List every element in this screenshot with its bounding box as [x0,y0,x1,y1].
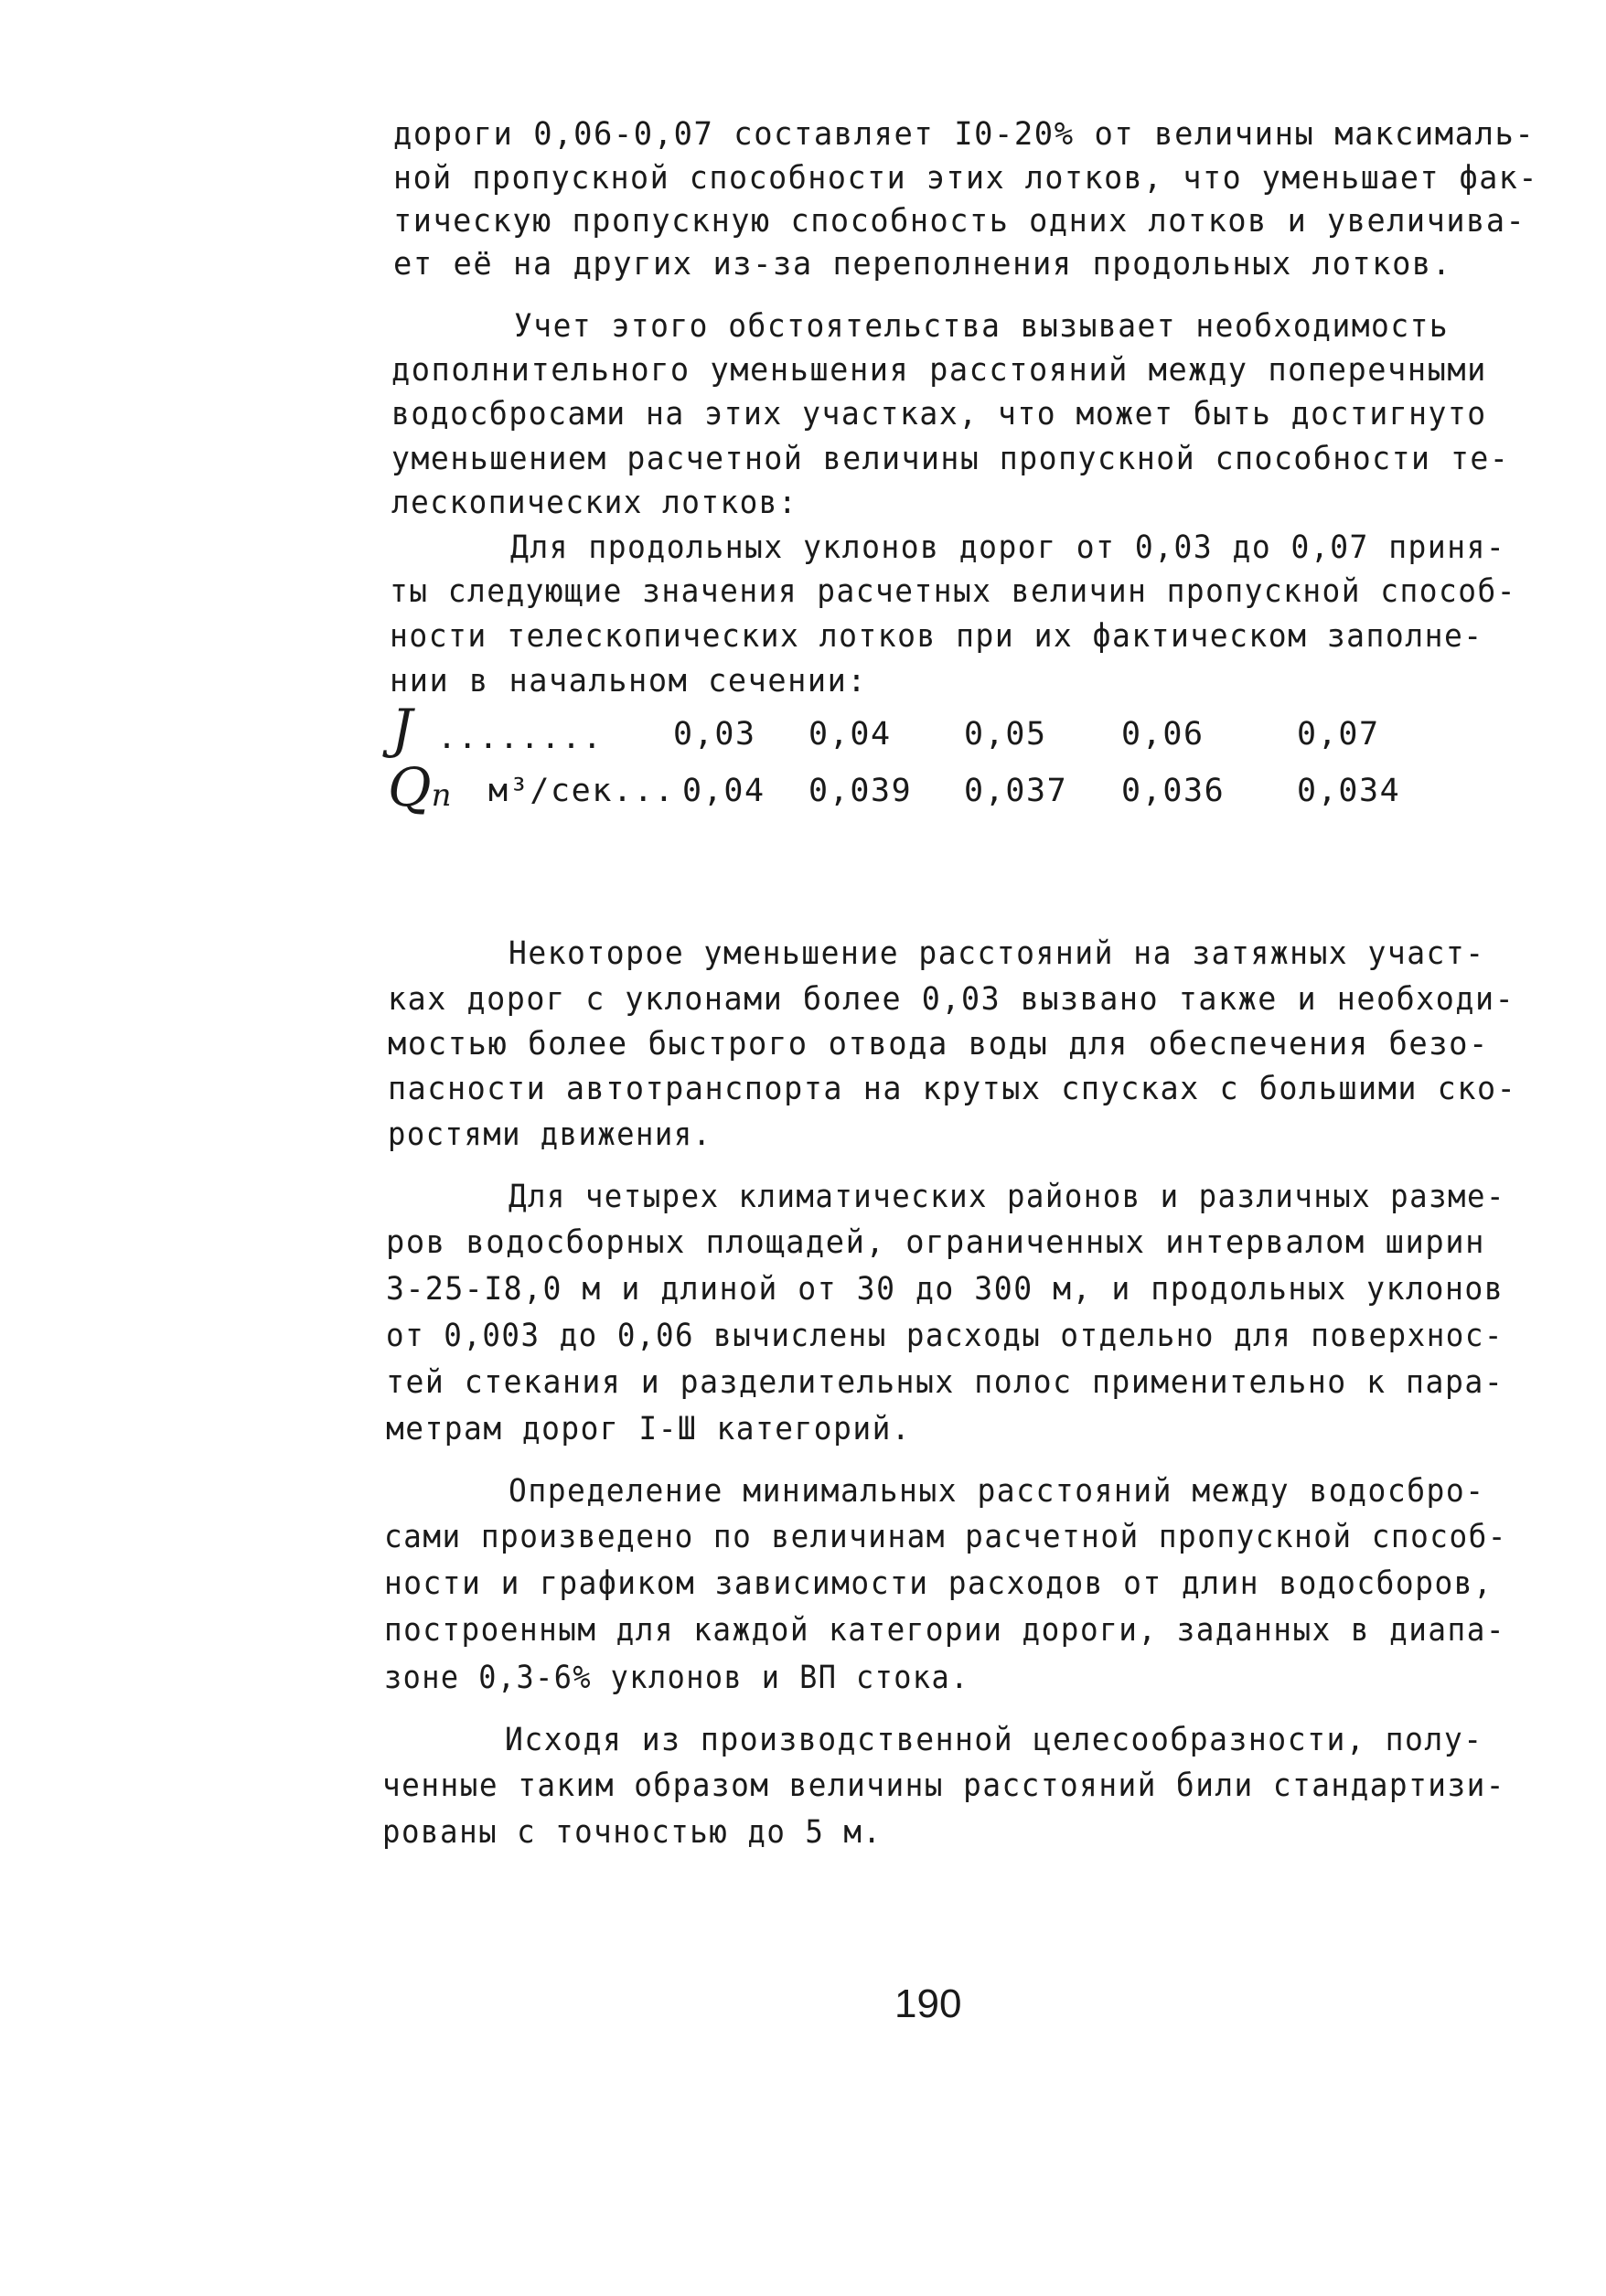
text-line: Определение минимальных расстояний между водосбро- [509,1473,1485,1510]
text-line: рованы с точностью до 5 м. [382,1814,883,1851]
table-cell: 0,04 [682,773,766,809]
text-line: ности телескопических лотков при их фактическом заполне- [390,618,1483,655]
table-cell: 0,07 [1297,716,1380,753]
text-line: Исходя из производственной целесообразности, полу- [505,1722,1483,1758]
table-cell: 0,034 [1297,773,1401,809]
text-line: ров водосборных площадей, ограниченных интервалом ширин [386,1224,1485,1261]
text-line: ках дорог с уклонами более 0,03 вызвано также и необходи- [388,981,1515,1018]
table-cell: 0,037 [964,773,1068,809]
row-label: ........ [437,720,604,756]
text-line: от 0,003 до 0,06 вычислены расходы отдельно для поверхнос- [386,1318,1504,1354]
text-line: ет её на других из-за переполнения продольных лотков. [393,246,1452,283]
text-line: ной пропускной способности этих лотков, что уменьшает фак- [393,160,1538,197]
text-line: нии в начальном сечении: [390,663,868,699]
table-cell: 0,04 [808,716,892,753]
row-label: м³/сек... [488,773,676,809]
text-line: ченные таким образом величины расстояний били стандартизи- [382,1767,1505,1804]
text-line: дополнительного уменьшения расстояний между поперечными [391,352,1487,389]
page-number: 190 [894,1981,962,2026]
text-line: 3-25-I8,0 м и длиной от 30 до 300 м, и продольных уклонов [386,1271,1504,1308]
text-line: уменьшением расчетной величины пропускной способности те- [391,441,1510,477]
text-line: дороги 0,06-0,07 составляет I0-20% от величины максималь- [393,116,1536,153]
text-line: Учет этого обстоятельства вызывает необходимость [514,308,1450,345]
text-line: Для продольных уклонов дорог от 0,03 до 0,07 приня- [510,529,1506,566]
table-cell: 0,03 [673,716,756,753]
text-line: тей стекания и разделительных полос применительно к пара- [386,1364,1504,1401]
text-line: тическую пропускную способность одних лотков и увеличива- [393,203,1526,240]
slope-symbol: J [391,698,413,760]
text-line: ты следующие значения расчетных величин пропускной способ- [390,573,1516,610]
text-line: ности и графиком зависимости расходов от длин водосборов, [384,1565,1494,1602]
text-line: ростями движения. [388,1116,712,1153]
text-line: лескопических лотков: [391,485,798,521]
text-line: зоне 0,3-6% уклонов и ВП стока. [384,1660,969,1696]
text-line: Для четырех климатических районов и различных разме- [509,1179,1505,1215]
table-cell: 0,036 [1121,773,1226,809]
table-cell: 0,039 [808,773,913,809]
discharge-symbol: Qп [388,756,452,818]
text-line: сами произведено по величинам расчетной пропускной способ- [384,1519,1507,1555]
text-line: построенным для каждой категории дороги, заданных в диапа- [384,1612,1505,1649]
text-line: Некоторое уменьшение расстояний на затяжных участ- [509,935,1485,972]
table-cell: 0,05 [964,716,1047,753]
text-line: мостью более быстрого отвода воды для обеспечения безо- [388,1026,1489,1063]
text-line: пасности автотранспорта на крутых спусках с большими ско- [388,1071,1517,1107]
table-cell: 0,06 [1121,716,1204,753]
text-line: метрам дорог I-Ш категорий. [386,1411,912,1447]
text-line: водосбросами на этих участках, что может быть достигнуто [391,396,1487,433]
